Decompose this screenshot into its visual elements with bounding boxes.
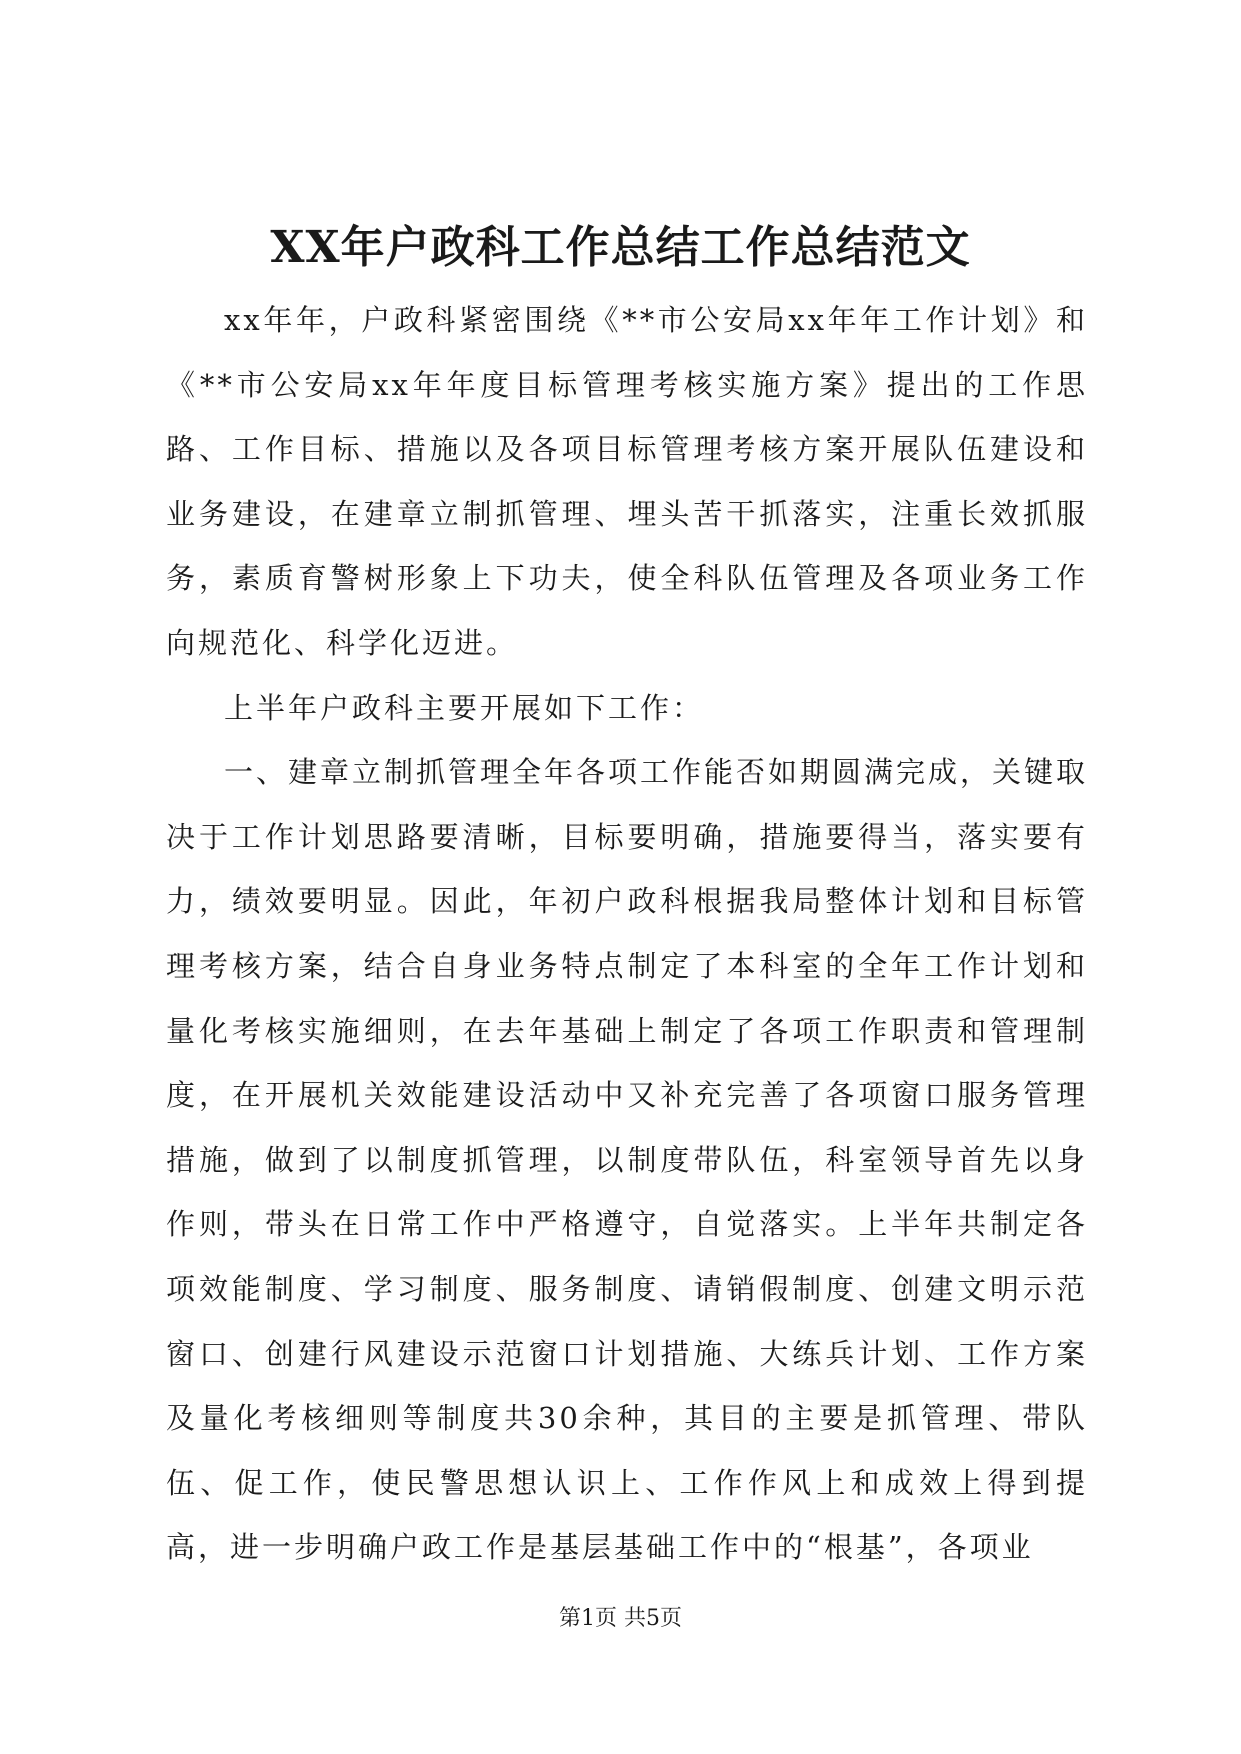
- paragraph-section-one: 一、建章立制抓管理全年各项工作能否如期圆满完成，关键取决于工作计划思路要清晰，目标要明确，措施要得当，落实要有力，绩效要明显。因此，年初户政科根据我局整体计划和目标管理考核方案，结合自身业务特点制定了本科室的全年工作计划和量化考核实施细则，在去年基础上制定了各项工作职责和管理制度，在开展机关效能建设活动中又补充完善了各项窗口服务管理措施，做到了以制度抓管理，以制度带队伍，科室领导首先以身作则，带头在日常工作中严格遵守，自觉落实。上半年共制定各项效能制度、学习制度、服务制度、请销假制度、创建文明示范窗口、创建行风建设示范窗口计划措施、大练兵计划、工作方案及量化考核细则等制度共30余种，其目的主要是抓管理、带队伍、促工作，使民警思想认识上、工作作风上和成效上得到提高，进一步明确户政工作是基层基础工作中的“根基”，各项业: [166, 755, 1089, 1565]
- page-footer: 第1页 共5页: [559, 1606, 682, 1631]
- paragraph-intro: xx年年，户政科紧密围绕《**市公安局xx年年工作计划》和《**市公安局xx年年度目标管理考核实施方案》提出的工作思路、工作目标、措施以及各项目标管理考核方案开展队伍建设和业务建设，在建章立制抓管理、埋头苦干抓落实，注重长效抓服务，素质育警树形象上下功夫，使全科队伍管理及各项业务工作向规范化、科学化迈进。: [166, 303, 1088, 660]
- document-body: [166, 288, 1088, 1580]
- document-title: XX年户政科工作总结工作总结范文: [270, 222, 971, 273]
- paragraph-lead: 上半年户政科主要开展如下工作：: [224, 690, 705, 725]
